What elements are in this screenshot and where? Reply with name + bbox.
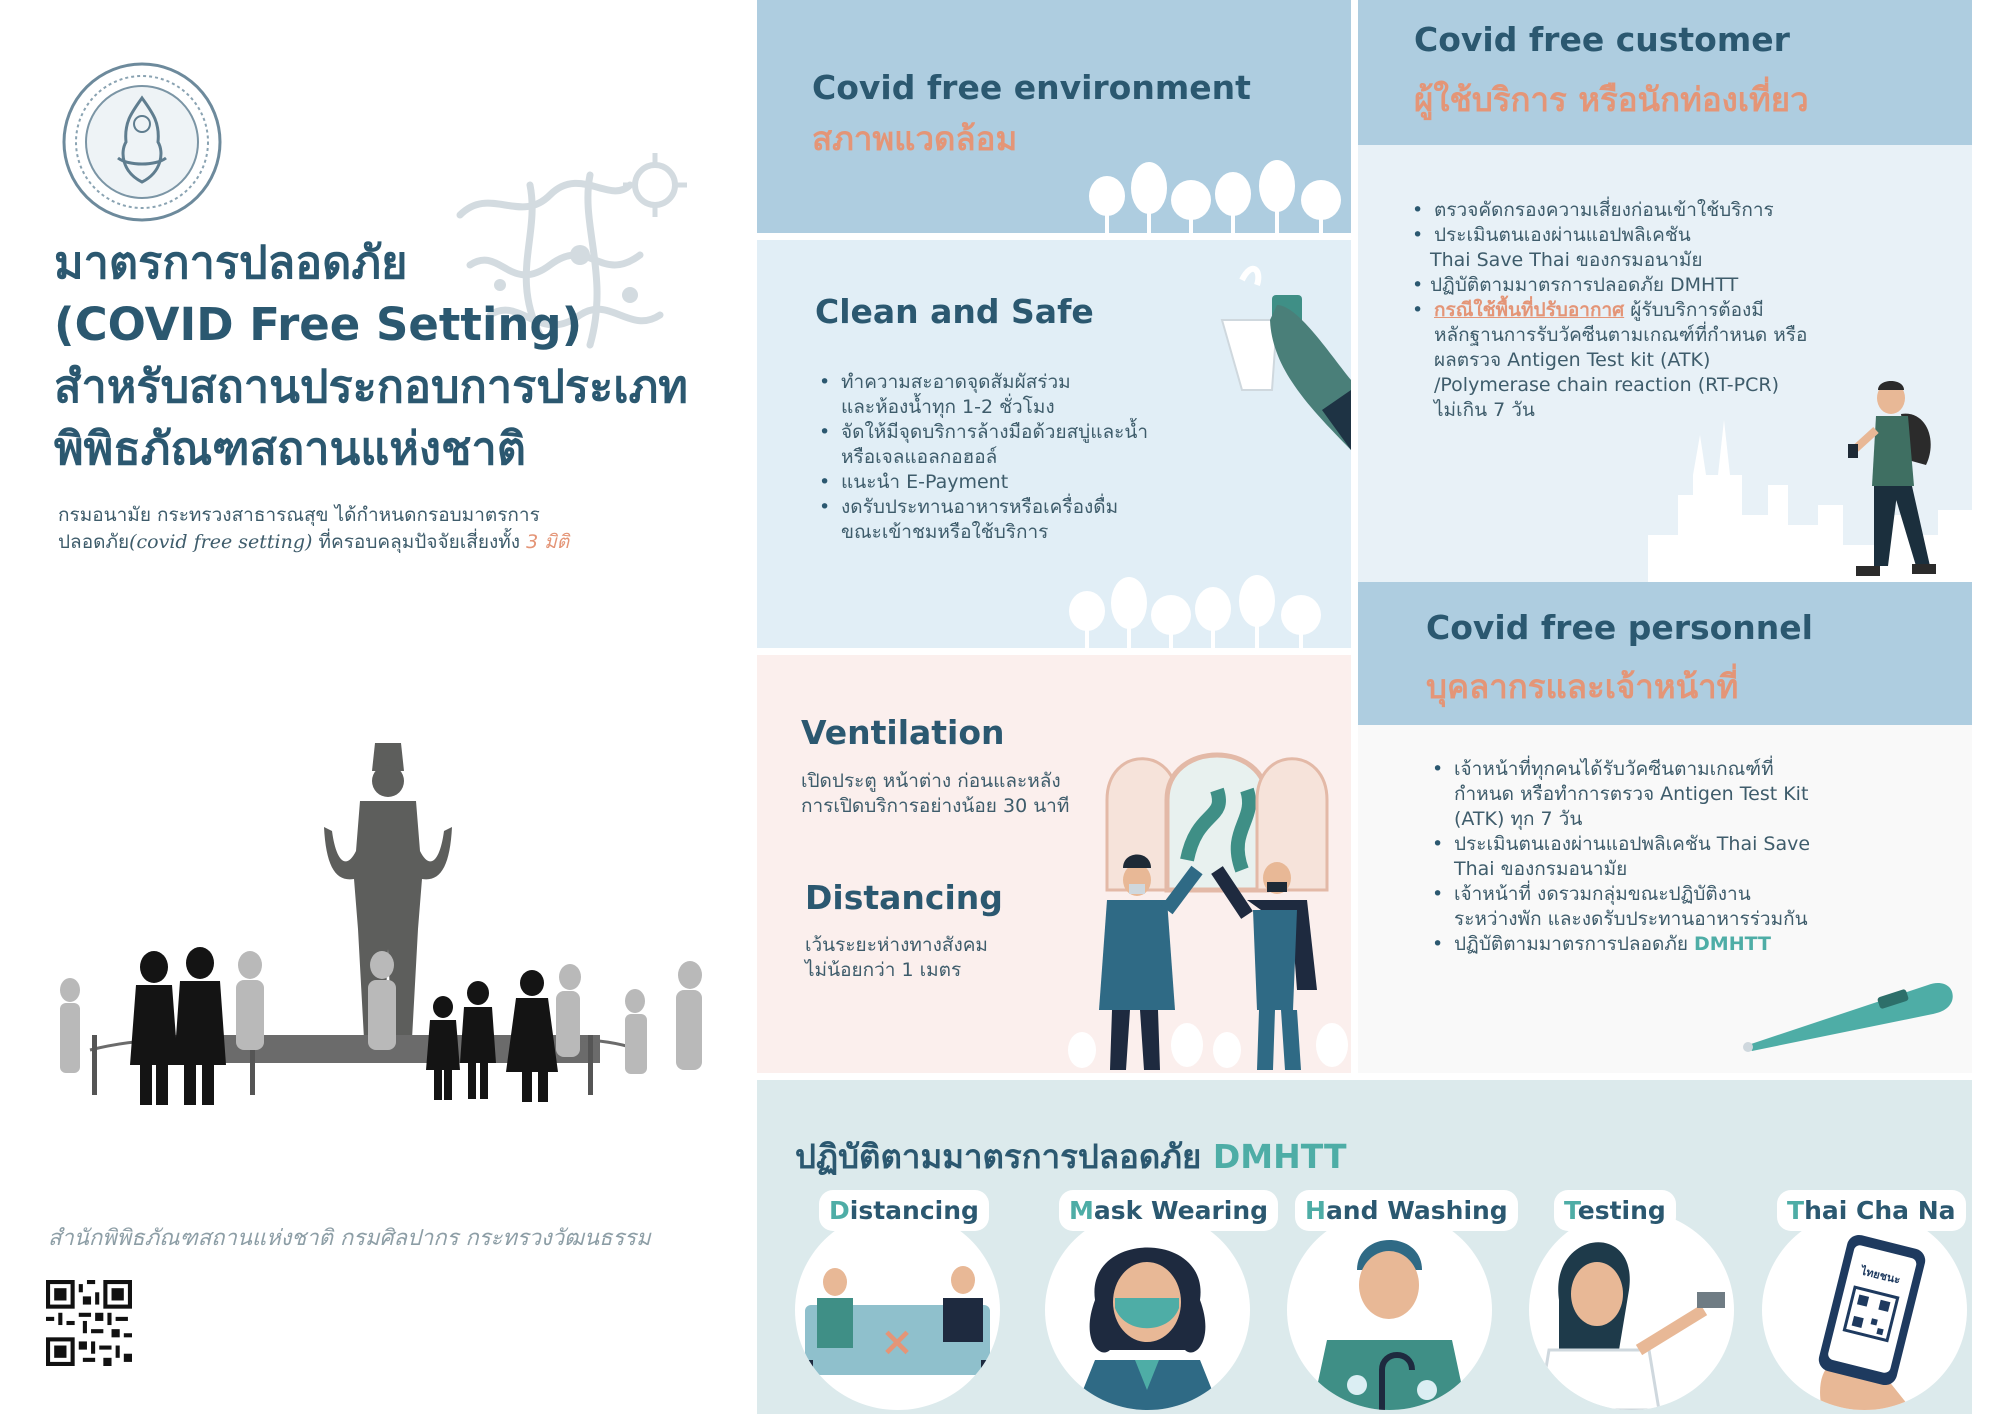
hand-washing-circle xyxy=(1287,1210,1492,1410)
dmhtt-highlight: DMHTT xyxy=(1694,933,1771,955)
list-item: • กรณีใช้พื้นที่ปรับอากาศ ผู้รับบริการต้องมี หลักฐานการรับวัคซีนตามเกณฑ์ที่กำหนด หรือ ผลตรวจ Antigen Test kit (ATK) /Polymerase chain reaction (RT-PCR) ไม่เกิน 7 วัน xyxy=(1408,298,1928,423)
svg-text:×: × xyxy=(880,1319,914,1365)
mask-wearing-circle xyxy=(1045,1210,1250,1410)
thermometer-icon xyxy=(1738,965,1962,1055)
list-item: • ปฏิบัติตามมาตรการปลอดภัย DMHTT xyxy=(1428,932,1948,957)
thai-cha-na-phone-text: ไทยชนะ xyxy=(1859,1264,1902,1287)
distancing-title: Distancing xyxy=(805,878,1003,917)
museum-visitors-illustration xyxy=(50,735,720,1120)
personnel-title-en: Covid free personnel xyxy=(1426,608,1813,647)
list-item: • แนะนำ E-Payment xyxy=(815,470,1215,495)
clean-and-safe-title: Clean and Safe xyxy=(815,292,1094,331)
personnel-panel xyxy=(1358,725,1972,1073)
trees-decoration xyxy=(1067,575,1331,648)
thai-cha-na-circle xyxy=(1762,1210,1967,1410)
tab-distancing: Distancing xyxy=(819,1190,989,1231)
dmhtt-title: ปฏิบัติตามมาตรการปลอดภัย DMHTT xyxy=(795,1137,1347,1176)
intro-text-3-dimensions: 3 มิติ xyxy=(526,531,570,553)
list-item: • ปฏิบัติตามมาตรการปลอดภัย DMHTT xyxy=(1408,273,1928,298)
distancing-seats-icon xyxy=(795,1210,1000,1410)
qr-code-image[interactable] xyxy=(46,1280,132,1366)
open-window-people-illustration xyxy=(1067,750,1351,1073)
ventilation-distancing-panel xyxy=(757,655,1351,1073)
dmhtt-title-acronym: DMHTT xyxy=(1212,1137,1347,1176)
customer-title-en: Covid free customer xyxy=(1414,20,1790,59)
trees-decoration xyxy=(1087,160,1351,233)
intro-text-a: ปลอดภัย xyxy=(58,531,130,553)
clean-and-safe-list xyxy=(815,370,1215,545)
customer-title-th: ผู้ใช้บริการ หรือนักท่องเที่ยว xyxy=(1414,80,1809,119)
ventilation-text: เปิดประตู หน้าต่าง ก่อนและหลัง การเปิดบริการอย่างน้อย 30 นาที xyxy=(801,770,1070,817)
intro-text xyxy=(58,502,698,556)
ventilation-title: Ventilation xyxy=(801,713,1005,752)
environment-title-th: สภาพแวดล้อม xyxy=(812,119,1018,158)
tab-thai-cha-na: Thai Cha Na xyxy=(1777,1190,1966,1231)
air-conditioned-highlight: กรณีใช้พื้นที่ปรับอากาศ xyxy=(1434,299,1625,321)
intro-text-setting: (covid free setting) xyxy=(129,531,313,553)
thai-cha-na-phone-icon xyxy=(1762,1210,1967,1410)
list-item: • ตรวจคัดกรองความเสี่ยงก่อนเข้าใช้บริการ xyxy=(1408,198,1928,223)
distancing-circle xyxy=(795,1210,1000,1410)
spray-bottle-hand-icon xyxy=(1202,260,1351,450)
list-item: • ทำความสะอาดจุดสัมผัสร่วม และห้องน้ำทุก 1-2 ชั่วโมง xyxy=(815,370,1215,420)
environment-title-en: Covid free environment xyxy=(812,68,1251,107)
main-title xyxy=(54,232,754,480)
tab-mask-wearing: Mask Wearing xyxy=(1059,1190,1278,1231)
title-line-4: พิพิธภัณฑสถานแห่งชาติ xyxy=(54,422,526,475)
dmhtt-panel xyxy=(757,1080,1972,1414)
list-item: • จัดให้มีจุดบริการล้างมือด้วยสบู่และน้ำ หรือเจลแอลกอฮอล์ xyxy=(815,420,1215,470)
title-line-2: (COVID Free Setting) xyxy=(54,298,583,351)
clean-and-safe-panel xyxy=(757,240,1351,648)
customer-header xyxy=(1358,0,1972,145)
customer-list xyxy=(1408,198,1928,423)
temperature-testing-doctor-icon xyxy=(1529,1210,1734,1410)
department-seal-logo xyxy=(62,62,222,222)
personnel-title-th: บุคลากรและเจ้าหน้าที่ xyxy=(1426,667,1739,706)
list-item: • ประเมินตนเองผ่านแอปพลิเคชัน Thai Save Thai ของกรมอนามัย xyxy=(1428,832,1948,882)
intro-line-1: กรมอนามัย กระทรวงสาธารณสุข ได้กำหนดกรอบมาตรการ xyxy=(58,504,540,526)
testing-circle xyxy=(1529,1210,1734,1410)
customer-panel xyxy=(1358,145,1972,582)
title-line-1: มาตรการปลอดภัย xyxy=(54,236,408,289)
tab-hand-washing: Hand Washing xyxy=(1295,1190,1518,1231)
intro-text-c: ที่ครอบคลุมปัจจัยเสี่ยงทั้ง xyxy=(312,531,527,553)
list-item: • เจ้าหน้าที่ทุกคนได้รับวัคซีนตามเกณฑ์ที่ กำหนด หรือทำการตรวจ Antigen Test Kit (ATK) ทุก 7 วัน xyxy=(1428,757,1948,832)
title-line-3: สำหรับสถานประกอบการประเภท xyxy=(54,360,688,413)
tab-testing: Testing xyxy=(1554,1190,1676,1231)
list-item: • เจ้าหน้าที่ งดรวมกลุ่มขณะปฏิบัติงาน ระหว่างพัก และงดรับประทานอาหารร่วมกัน xyxy=(1428,882,1948,932)
mask-wearing-woman-icon xyxy=(1045,1210,1250,1410)
personnel-header xyxy=(1358,582,1972,725)
personnel-list xyxy=(1428,757,1948,957)
hand-washing-man-icon xyxy=(1287,1210,1492,1410)
environment-panel xyxy=(757,0,1351,233)
list-item: • ประเมินตนเองผ่านแอปพลิเคชัน Thai Save Thai ของกรมอนามัย xyxy=(1408,223,1928,273)
intro-line-2 xyxy=(58,529,698,556)
distancing-text: เว้นระยะห่างทางสังคม ไม่น้อยกว่า 1 เมตร xyxy=(805,934,988,981)
footer-organization: สำนักพิพิธภัณฑสถานแห่งชาติ กรมศิลปากร กระทรวงวัฒนธรรม xyxy=(48,1226,651,1251)
list-item: • งดรับประทานอาหารหรือเครื่องดื่ม ขณะเข้าชมหรือใช้บริการ xyxy=(815,495,1215,545)
